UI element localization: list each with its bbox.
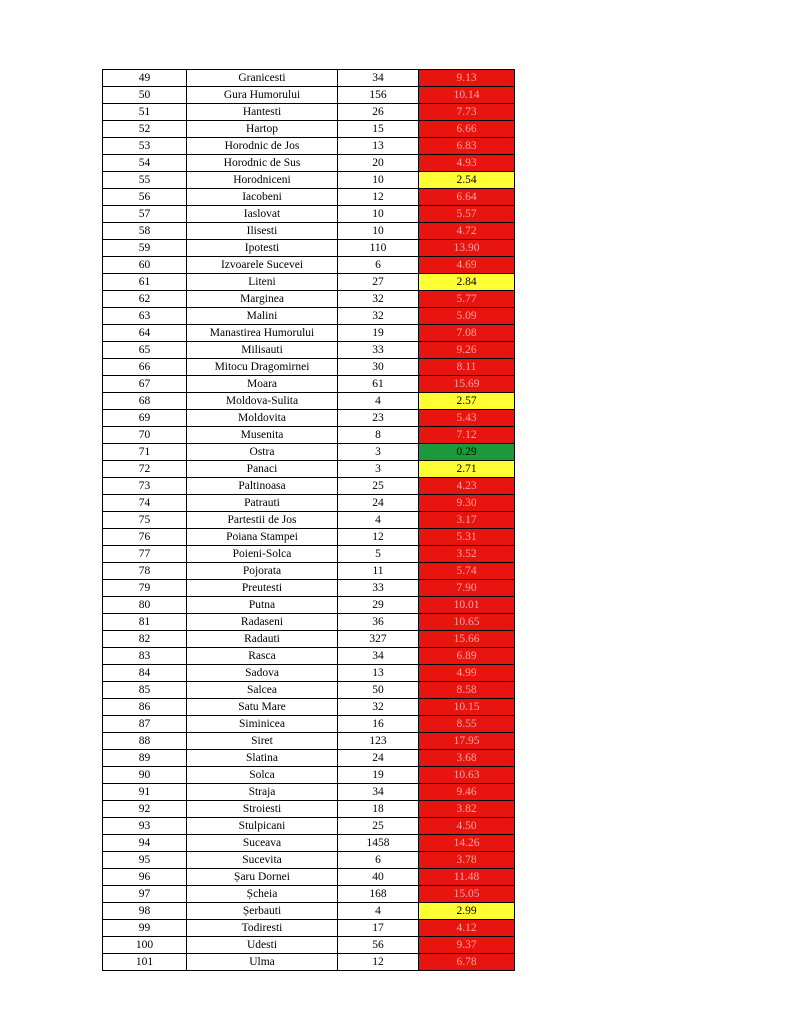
cases-count-cell: 18: [338, 801, 419, 818]
row-number-cell: 79: [103, 580, 187, 597]
locality-name-cell: Radauti: [187, 631, 338, 648]
locality-name-cell: Sucevita: [187, 852, 338, 869]
locality-name-cell: Paltinoasa: [187, 478, 338, 495]
row-number-cell: 63: [103, 308, 187, 325]
table-row: [103, 546, 515, 563]
incidence-rate-cell: 8.58: [419, 682, 515, 699]
locality-name-cell: Malini: [187, 308, 338, 325]
table-row: [103, 614, 515, 631]
row-number-cell: 66: [103, 359, 187, 376]
table-row: [103, 563, 515, 580]
incidence-rate-cell: 2.71: [419, 461, 515, 478]
cases-count-cell: 19: [338, 325, 419, 342]
table-row: [103, 410, 515, 427]
locality-name-cell: Horodniceni: [187, 172, 338, 189]
table-row: [103, 733, 515, 750]
table-row: [103, 325, 515, 342]
cases-count-cell: 3: [338, 461, 419, 478]
locality-name-cell: Ilisesti: [187, 223, 338, 240]
row-number-cell: 57: [103, 206, 187, 223]
incidence-rate-cell: 3.78: [419, 852, 515, 869]
row-number-cell: 84: [103, 665, 187, 682]
table-row: [103, 172, 515, 189]
cases-count-cell: 8: [338, 427, 419, 444]
cases-count-cell: 5: [338, 546, 419, 563]
table-row: [103, 920, 515, 937]
row-number-cell: 49: [103, 70, 187, 87]
locality-name-cell: Musenita: [187, 427, 338, 444]
row-number-cell: 77: [103, 546, 187, 563]
table-row: [103, 597, 515, 614]
row-number-cell: 94: [103, 835, 187, 852]
table-row: [103, 767, 515, 784]
table-row: [103, 223, 515, 240]
locality-name-cell: Marginea: [187, 291, 338, 308]
incidence-rate-cell: 3.82: [419, 801, 515, 818]
row-number-cell: 99: [103, 920, 187, 937]
table-row: [103, 104, 515, 121]
locality-name-cell: Milisauti: [187, 342, 338, 359]
incidence-rate-cell: 7.12: [419, 427, 515, 444]
incidence-rate-cell: 3.68: [419, 750, 515, 767]
row-number-cell: 88: [103, 733, 187, 750]
table-row: [103, 937, 515, 954]
table-row: [103, 886, 515, 903]
row-number-cell: 68: [103, 393, 187, 410]
locality-name-cell: Horodnic de Sus: [187, 155, 338, 172]
incidence-rate-cell: 10.01: [419, 597, 515, 614]
incidence-table: [102, 69, 515, 971]
locality-name-cell: Izvoarele Sucevei: [187, 257, 338, 274]
row-number-cell: 75: [103, 512, 187, 529]
cases-count-cell: 15: [338, 121, 419, 138]
cases-count-cell: 34: [338, 784, 419, 801]
cases-count-cell: 1458: [338, 835, 419, 852]
locality-name-cell: Iacobeni: [187, 189, 338, 206]
table-row: [103, 427, 515, 444]
incidence-rate-cell: 8.11: [419, 359, 515, 376]
cases-count-cell: 123: [338, 733, 419, 750]
row-number-cell: 93: [103, 818, 187, 835]
table-row: [103, 580, 515, 597]
incidence-rate-cell: 7.08: [419, 325, 515, 342]
row-number-cell: 86: [103, 699, 187, 716]
locality-name-cell: Horodnic de Jos: [187, 138, 338, 155]
incidence-rate-cell: 5.77: [419, 291, 515, 308]
locality-name-cell: Liteni: [187, 274, 338, 291]
cases-count-cell: 4: [338, 393, 419, 410]
incidence-rate-cell: 6.66: [419, 121, 515, 138]
row-number-cell: 78: [103, 563, 187, 580]
cases-count-cell: 13: [338, 665, 419, 682]
locality-name-cell: Șcheia: [187, 886, 338, 903]
cases-count-cell: 6: [338, 257, 419, 274]
table-row: [103, 869, 515, 886]
locality-name-cell: Slatina: [187, 750, 338, 767]
incidence-rate-cell: 5.57: [419, 206, 515, 223]
locality-name-cell: Preutesti: [187, 580, 338, 597]
table-row: [103, 784, 515, 801]
locality-name-cell: Manastirea Humorului: [187, 325, 338, 342]
cases-count-cell: 56: [338, 937, 419, 954]
cases-count-cell: 27: [338, 274, 419, 291]
locality-name-cell: Hantesti: [187, 104, 338, 121]
cases-count-cell: 29: [338, 597, 419, 614]
incidence-rate-cell: 10.15: [419, 699, 515, 716]
row-number-cell: 59: [103, 240, 187, 257]
row-number-cell: 70: [103, 427, 187, 444]
cases-count-cell: 13: [338, 138, 419, 155]
locality-name-cell: Rasca: [187, 648, 338, 665]
locality-name-cell: Todiresti: [187, 920, 338, 937]
cases-count-cell: 25: [338, 818, 419, 835]
table-row: [103, 189, 515, 206]
table-row: [103, 716, 515, 733]
cases-count-cell: 40: [338, 869, 419, 886]
incidence-rate-cell: 6.83: [419, 138, 515, 155]
table-row: [103, 801, 515, 818]
table-row: [103, 750, 515, 767]
incidence-rate-cell: 0.29: [419, 444, 515, 461]
table-row: [103, 291, 515, 308]
row-number-cell: 80: [103, 597, 187, 614]
row-number-cell: 54: [103, 155, 187, 172]
table-row: [103, 954, 515, 971]
incidence-rate-cell: 5.31: [419, 529, 515, 546]
table-row: [103, 852, 515, 869]
cases-count-cell: 34: [338, 70, 419, 87]
row-number-cell: 61: [103, 274, 187, 291]
incidence-rate-cell: 4.50: [419, 818, 515, 835]
cases-count-cell: 24: [338, 495, 419, 512]
incidence-rate-cell: 4.72: [419, 223, 515, 240]
incidence-rate-cell: 5.09: [419, 308, 515, 325]
locality-name-cell: Moara: [187, 376, 338, 393]
row-number-cell: 52: [103, 121, 187, 138]
cases-count-cell: 12: [338, 189, 419, 206]
row-number-cell: 53: [103, 138, 187, 155]
document-page: [102, 69, 514, 971]
row-number-cell: 91: [103, 784, 187, 801]
row-number-cell: 81: [103, 614, 187, 631]
locality-name-cell: Satu Mare: [187, 699, 338, 716]
row-number-cell: 62: [103, 291, 187, 308]
cases-count-cell: 17: [338, 920, 419, 937]
locality-name-cell: Udesti: [187, 937, 338, 954]
table-row: [103, 631, 515, 648]
cases-count-cell: 26: [338, 104, 419, 121]
row-number-cell: 72: [103, 461, 187, 478]
cases-count-cell: 25: [338, 478, 419, 495]
locality-name-cell: Radaseni: [187, 614, 338, 631]
incidence-rate-cell: 14.26: [419, 835, 515, 852]
locality-name-cell: Ipotesti: [187, 240, 338, 257]
locality-name-cell: Hartop: [187, 121, 338, 138]
table-row: [103, 903, 515, 920]
locality-name-cell: Șerbauti: [187, 903, 338, 920]
row-number-cell: 96: [103, 869, 187, 886]
row-number-cell: 71: [103, 444, 187, 461]
locality-name-cell: Mitocu Dragomirnei: [187, 359, 338, 376]
table-row: [103, 835, 515, 852]
locality-name-cell: Poieni-Solca: [187, 546, 338, 563]
cases-count-cell: 32: [338, 699, 419, 716]
row-number-cell: 67: [103, 376, 187, 393]
cases-count-cell: 110: [338, 240, 419, 257]
row-number-cell: 58: [103, 223, 187, 240]
cases-count-cell: 50: [338, 682, 419, 699]
cases-count-cell: 4: [338, 903, 419, 920]
cases-count-cell: 3: [338, 444, 419, 461]
row-number-cell: 51: [103, 104, 187, 121]
row-number-cell: 95: [103, 852, 187, 869]
cases-count-cell: 4: [338, 512, 419, 529]
row-number-cell: 83: [103, 648, 187, 665]
cases-count-cell: 6: [338, 852, 419, 869]
table-row: [103, 648, 515, 665]
cases-count-cell: 33: [338, 342, 419, 359]
cases-count-cell: 20: [338, 155, 419, 172]
table-row: [103, 206, 515, 223]
table-row: [103, 121, 515, 138]
locality-name-cell: Pojorata: [187, 563, 338, 580]
cases-count-cell: 10: [338, 206, 419, 223]
incidence-rate-cell: 13.90: [419, 240, 515, 257]
table-row: [103, 818, 515, 835]
locality-name-cell: Siret: [187, 733, 338, 750]
locality-name-cell: Suceava: [187, 835, 338, 852]
table-row: [103, 376, 515, 393]
cases-count-cell: 168: [338, 886, 419, 903]
incidence-rate-cell: 2.84: [419, 274, 515, 291]
table-row: [103, 393, 515, 410]
locality-name-cell: Stroiesti: [187, 801, 338, 818]
table-row: [103, 512, 515, 529]
row-number-cell: 69: [103, 410, 187, 427]
row-number-cell: 101: [103, 954, 187, 971]
incidence-rate-cell: 6.78: [419, 954, 515, 971]
table-row: [103, 240, 515, 257]
row-number-cell: 56: [103, 189, 187, 206]
incidence-rate-cell: 3.17: [419, 512, 515, 529]
row-number-cell: 87: [103, 716, 187, 733]
incidence-rate-cell: 5.74: [419, 563, 515, 580]
cases-count-cell: 30: [338, 359, 419, 376]
locality-name-cell: Stulpicani: [187, 818, 338, 835]
incidence-rate-cell: 9.13: [419, 70, 515, 87]
cases-count-cell: 16: [338, 716, 419, 733]
locality-name-cell: Șaru Dornei: [187, 869, 338, 886]
cases-count-cell: 33: [338, 580, 419, 597]
cases-count-cell: 11: [338, 563, 419, 580]
locality-name-cell: Solca: [187, 767, 338, 784]
incidence-rate-cell: 10.65: [419, 614, 515, 631]
locality-name-cell: Straja: [187, 784, 338, 801]
locality-name-cell: Sadova: [187, 665, 338, 682]
row-number-cell: 50: [103, 87, 187, 104]
incidence-rate-cell: 9.46: [419, 784, 515, 801]
cases-count-cell: 61: [338, 376, 419, 393]
table-row: [103, 461, 515, 478]
incidence-rate-cell: 4.12: [419, 920, 515, 937]
incidence-rate-cell: 6.89: [419, 648, 515, 665]
row-number-cell: 92: [103, 801, 187, 818]
table-row: [103, 478, 515, 495]
table-row: [103, 682, 515, 699]
row-number-cell: 90: [103, 767, 187, 784]
incidence-rate-cell: 10.14: [419, 87, 515, 104]
row-number-cell: 65: [103, 342, 187, 359]
locality-name-cell: Moldovita: [187, 410, 338, 427]
table-row: [103, 70, 515, 87]
table-row: [103, 138, 515, 155]
locality-name-cell: Ulma: [187, 954, 338, 971]
incidence-rate-cell: 5.43: [419, 410, 515, 427]
table-row: [103, 87, 515, 104]
cases-count-cell: 12: [338, 954, 419, 971]
table-row: [103, 699, 515, 716]
table-row: [103, 444, 515, 461]
cases-count-cell: 32: [338, 291, 419, 308]
row-number-cell: 64: [103, 325, 187, 342]
table-row: [103, 342, 515, 359]
cases-count-cell: 156: [338, 87, 419, 104]
incidence-rate-cell: 15.66: [419, 631, 515, 648]
incidence-rate-cell: 3.52: [419, 546, 515, 563]
cases-count-cell: 12: [338, 529, 419, 546]
locality-name-cell: Putna: [187, 597, 338, 614]
incidence-rate-cell: 2.99: [419, 903, 515, 920]
cases-count-cell: 19: [338, 767, 419, 784]
incidence-rate-cell: 9.30: [419, 495, 515, 512]
incidence-rate-cell: 4.69: [419, 257, 515, 274]
incidence-rate-cell: 11.48: [419, 869, 515, 886]
row-number-cell: 74: [103, 495, 187, 512]
locality-name-cell: Siminicea: [187, 716, 338, 733]
table-row: [103, 495, 515, 512]
locality-name-cell: Granicesti: [187, 70, 338, 87]
table-body: [103, 70, 515, 971]
incidence-rate-cell: 6.64: [419, 189, 515, 206]
row-number-cell: 85: [103, 682, 187, 699]
locality-name-cell: Partestii de Jos: [187, 512, 338, 529]
locality-name-cell: Ostra: [187, 444, 338, 461]
locality-name-cell: Gura Humorului: [187, 87, 338, 104]
cases-count-cell: 10: [338, 172, 419, 189]
row-number-cell: 60: [103, 257, 187, 274]
incidence-rate-cell: 7.73: [419, 104, 515, 121]
row-number-cell: 98: [103, 903, 187, 920]
locality-name-cell: Moldova-Sulita: [187, 393, 338, 410]
incidence-rate-cell: 2.57: [419, 393, 515, 410]
table-row: [103, 359, 515, 376]
incidence-rate-cell: 9.37: [419, 937, 515, 954]
row-number-cell: 97: [103, 886, 187, 903]
incidence-rate-cell: 7.90: [419, 580, 515, 597]
locality-name-cell: Salcea: [187, 682, 338, 699]
cases-count-cell: 23: [338, 410, 419, 427]
cases-count-cell: 24: [338, 750, 419, 767]
incidence-rate-cell: 9.26: [419, 342, 515, 359]
cases-count-cell: 32: [338, 308, 419, 325]
incidence-rate-cell: 17.95: [419, 733, 515, 750]
row-number-cell: 55: [103, 172, 187, 189]
table-row: [103, 257, 515, 274]
table-row: [103, 665, 515, 682]
row-number-cell: 100: [103, 937, 187, 954]
locality-name-cell: Iaslovat: [187, 206, 338, 223]
row-number-cell: 82: [103, 631, 187, 648]
row-number-cell: 73: [103, 478, 187, 495]
incidence-rate-cell: 2.54: [419, 172, 515, 189]
table-row: [103, 529, 515, 546]
locality-name-cell: Poiana Stampei: [187, 529, 338, 546]
locality-name-cell: Panaci: [187, 461, 338, 478]
cases-count-cell: 10: [338, 223, 419, 240]
incidence-rate-cell: 4.93: [419, 155, 515, 172]
row-number-cell: 76: [103, 529, 187, 546]
cases-count-cell: 34: [338, 648, 419, 665]
cases-count-cell: 327: [338, 631, 419, 648]
row-number-cell: 89: [103, 750, 187, 767]
locality-name-cell: Patrauti: [187, 495, 338, 512]
table-row: [103, 155, 515, 172]
incidence-rate-cell: 15.69: [419, 376, 515, 393]
incidence-rate-cell: 8.55: [419, 716, 515, 733]
cases-count-cell: 36: [338, 614, 419, 631]
incidence-rate-cell: 15.05: [419, 886, 515, 903]
table-row: [103, 274, 515, 291]
incidence-rate-cell: 4.23: [419, 478, 515, 495]
table-row: [103, 308, 515, 325]
incidence-rate-cell: 10.63: [419, 767, 515, 784]
incidence-rate-cell: 4.99: [419, 665, 515, 682]
